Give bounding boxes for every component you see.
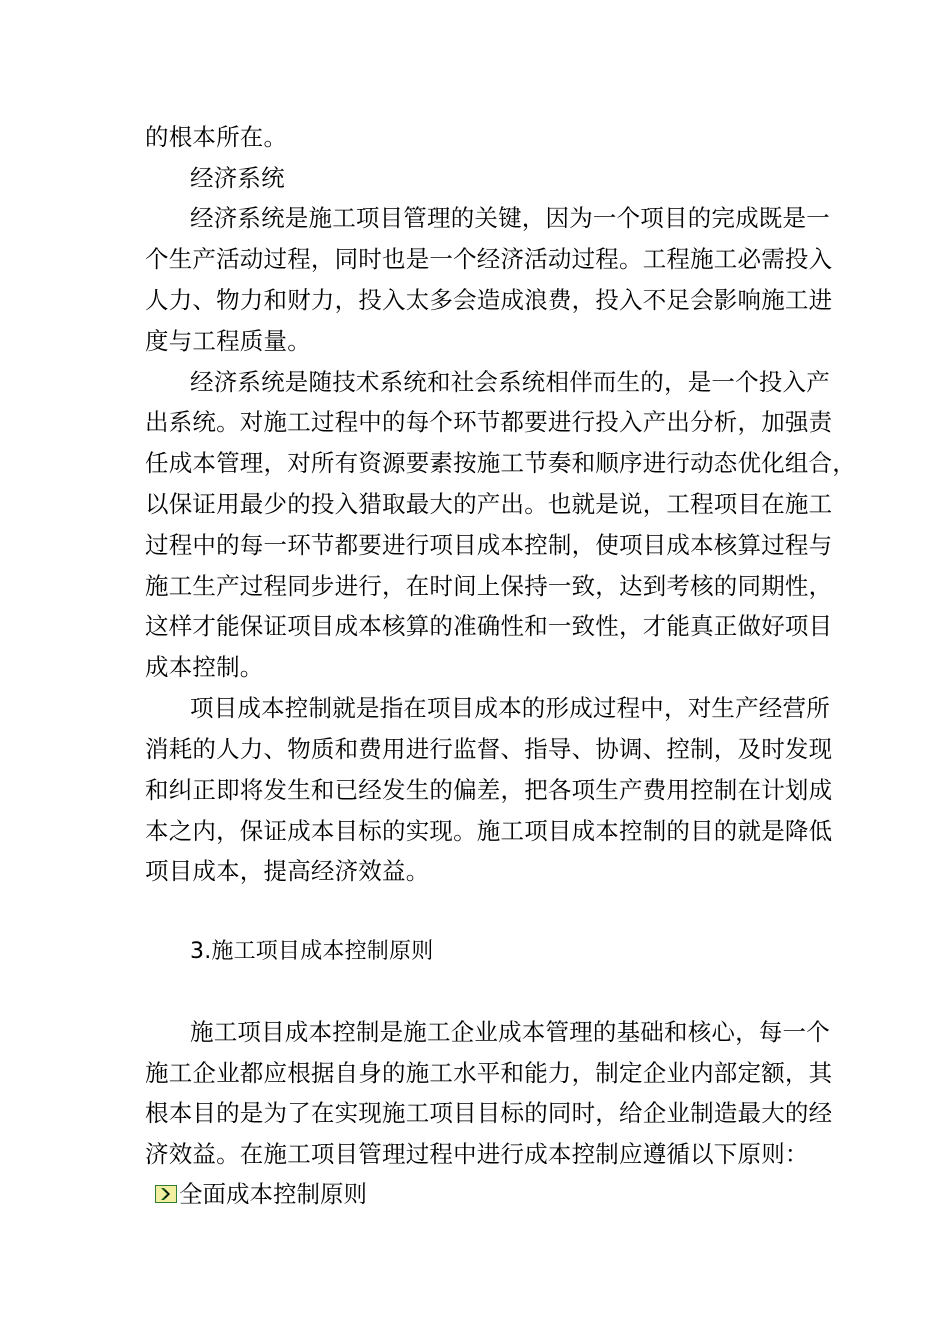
paragraph-line: 项目成本控制就是指在项目成本的形成过程中，对生产经营所: [190, 694, 830, 722]
paragraph-line: 施工项目成本控制是施工企业成本管理的基础和核心，每一个: [190, 1018, 830, 1046]
paragraph-line: 消耗的人力、物质和费用进行监督、指导、协调、控制，及时发现: [145, 735, 833, 763]
paragraph-line: 的根本所在。: [145, 123, 288, 151]
paragraph-line: 过程中的每一环节都要进行项目成本控制，使项目成本核算过程与: [145, 531, 833, 559]
paragraph-line: 根本目的是为了在实现施工项目目标的同时，给企业制造最大的经: [145, 1099, 833, 1127]
paragraph-line: 任成本管理，对所有资源要素按施工节奏和顺序进行动态优化组合，: [145, 449, 856, 477]
paragraph-line: 项目成本，提高经济效益。: [145, 857, 430, 885]
paragraph-line: 成本控制。: [145, 653, 264, 681]
paragraph-line: 和纠正即将发生和已经发生的偏差，把各项生产费用控制在计划成: [145, 776, 833, 804]
link-arrow-icon: [155, 1185, 177, 1203]
paragraph-line: 经济系统是随技术系统和社会系统相伴而生的，是一个投入产: [190, 368, 830, 396]
paragraph-line: 度与工程质量。: [145, 327, 311, 355]
paragraph-line: 以保证用最少的投入猎取最大的产出。也就是说，工程项目在施工: [145, 490, 833, 518]
paragraph-line: 经济系统是施工项目管理的关键，因为一个项目的完成既是一: [190, 204, 830, 232]
bullet-text: 全面成本控制原则: [179, 1180, 367, 1208]
bullet-link-full-cost-control[interactable]: [155, 1179, 367, 1209]
paragraph-line: 施工企业都应根据自身的施工水平和能力，制定企业内部定额，其: [145, 1059, 833, 1087]
paragraph-line: 本之内，保证成本目标的实现。施工项目成本控制的目的就是降低: [145, 817, 833, 845]
paragraph-line: 施工生产过程同步进行，在时间上保持一致，达到考核的同期性，: [145, 572, 833, 600]
subheading-economic-system: 经济系统: [190, 164, 285, 192]
paragraph-line: 人力、物力和财力，投入太多会造成浪费，投入不足会影响施工进: [145, 286, 833, 314]
section-heading: 3.施工项目成本控制原则: [190, 939, 434, 964]
paragraph-line: 个生产活动过程，同时也是一个经济活动过程。工程施工必需投入: [145, 245, 833, 273]
paragraph-line: 济效益。在施工项目管理过程中进行成本控制应遵循以下原则：: [145, 1140, 809, 1168]
paragraph-line: 出系统。对施工过程中的每个环节都要进行投入产出分析，加强责: [145, 408, 833, 436]
paragraph-line: 这样才能保证项目成本核算的准确性和一致性，才能真正做好项目: [145, 612, 833, 640]
